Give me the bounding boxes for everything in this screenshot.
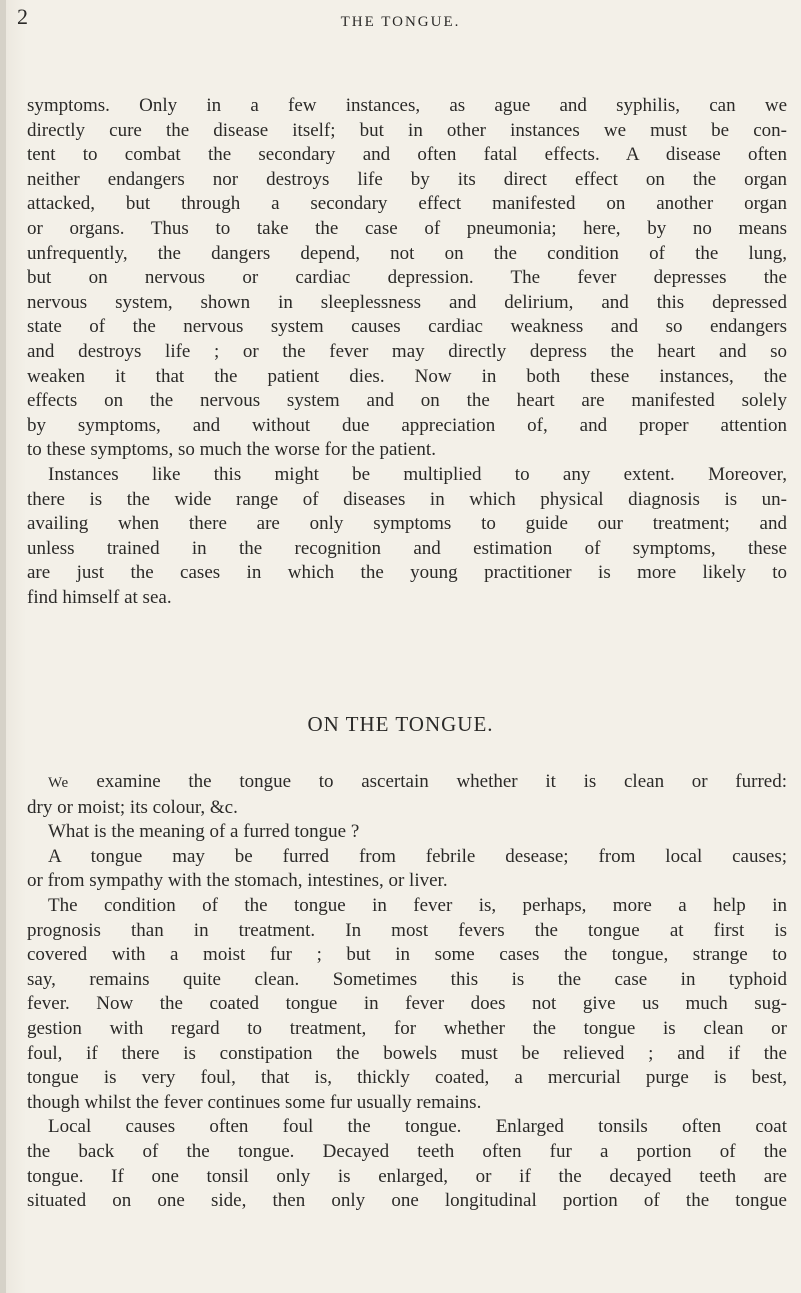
text-line bbox=[27, 770, 787, 796]
first-line-text: examine the tongue to ascertain whether it is clean or furred: bbox=[68, 771, 787, 792]
text-line: tongue. If one tonsil only is enlarged, or if the decayed teeth are bbox=[27, 1165, 787, 1187]
text-line: or organs. Thus to take the case of pneumonia; here, by no means bbox=[27, 217, 787, 239]
text-line: directly cure the disease itself; but in other instances we must be con- bbox=[27, 119, 787, 141]
text-line: nervous system, shown in sleeplessness and delirium, and this depressed bbox=[27, 291, 787, 313]
text-line: dry or moist; its colour, &c. bbox=[27, 796, 238, 818]
text-line: unless trained in the recognition and estimation of symptoms, these bbox=[27, 537, 787, 559]
text-line: state of the nervous system causes cardiac weakness and so endangers bbox=[27, 316, 787, 338]
running-head: THE TONGUE. bbox=[340, 14, 461, 30]
text-line: tent to combat the secondary and often fatal effects. A disease often bbox=[27, 144, 787, 166]
section-body bbox=[27, 770, 787, 1214]
text-line: What is the meaning of a furred tongue ? bbox=[48, 821, 360, 843]
text-line: Instances like this might be multiplied to any extent. Moreover, bbox=[48, 463, 787, 485]
text-line: and destroys life ; or the fever may directly depress the heart and so bbox=[27, 340, 787, 362]
text-line: fever. Now the coated tongue in fever does not give us much sug- bbox=[27, 993, 787, 1015]
text-line: though whilst the fever continues some fur usually remains. bbox=[27, 1091, 482, 1113]
text-line: weaken it that the patient dies. Now in both these instances, the bbox=[27, 365, 787, 387]
text-line: gestion with regard to treatment, for whether the tongue is clean or bbox=[27, 1017, 787, 1039]
text-line: are just the cases in which the young practitioner is more likely to bbox=[27, 562, 787, 584]
text-line: prognosis than in treatment. In most fevers the tongue at first is bbox=[27, 919, 787, 941]
text-line: unfrequently, the dangers depend, not on the condition of the lung, bbox=[27, 242, 787, 264]
text-line: say, remains quite clean. Sometimes this is the case in typhoid bbox=[27, 968, 787, 990]
text-line: foul, if there is constipation the bowels must be relieved ; and if the bbox=[27, 1042, 787, 1064]
text-line: by symptoms, and without due appreciation of, and proper attention bbox=[27, 414, 787, 436]
smallcaps-opening: We bbox=[48, 775, 69, 791]
text-line: find himself at sea. bbox=[27, 586, 172, 608]
text-line: situated on one side, then only one longitudinal portion of the tongue bbox=[27, 1190, 787, 1212]
text-line: covered with a moist fur ; but in some cases the tongue, strange to bbox=[27, 944, 787, 966]
continued-paragraph bbox=[27, 94, 787, 610]
page-number: 2 bbox=[17, 4, 28, 29]
text-line: or from sympathy with the stomach, intestines, or liver. bbox=[27, 870, 448, 892]
text-line: effects on the nervous system and on the heart are manifested solely bbox=[27, 390, 787, 412]
text-line: there is the wide range of diseases in which physical diagnosis is un- bbox=[27, 488, 787, 510]
text-line: the back of the tongue. Decayed teeth often fur a portion of the bbox=[27, 1140, 787, 1162]
text-line: The condition of the tongue in fever is, perhaps, more a help in bbox=[48, 894, 787, 916]
text-line: symptoms. Only in a few instances, as ague and syphilis, can we bbox=[27, 95, 787, 116]
text-line: attacked, but through a secondary effect manifested on another organ bbox=[27, 193, 787, 215]
text-line: to these symptoms, so much the worse for the patient. bbox=[27, 439, 436, 461]
binding-gutter bbox=[0, 0, 6, 1293]
text-line: but on nervous or cardiac depression. The fever depresses the bbox=[27, 267, 787, 289]
text-line: availing when there are only symptoms to guide our treatment; and bbox=[27, 513, 787, 535]
text-line: Local causes often foul the tongue. Enlarged tonsils often coat bbox=[48, 1116, 787, 1138]
text-line: tongue is very foul, that is, thickly coated, a mercurial purge is best, bbox=[27, 1067, 787, 1089]
text-line: neither endangers nor destroys life by its direct effect on the organ bbox=[27, 168, 787, 190]
text-line: A tongue may be furred from febrile desease; from local causes; bbox=[48, 845, 787, 867]
section-heading: ON THE TONGUE. bbox=[307, 712, 494, 736]
